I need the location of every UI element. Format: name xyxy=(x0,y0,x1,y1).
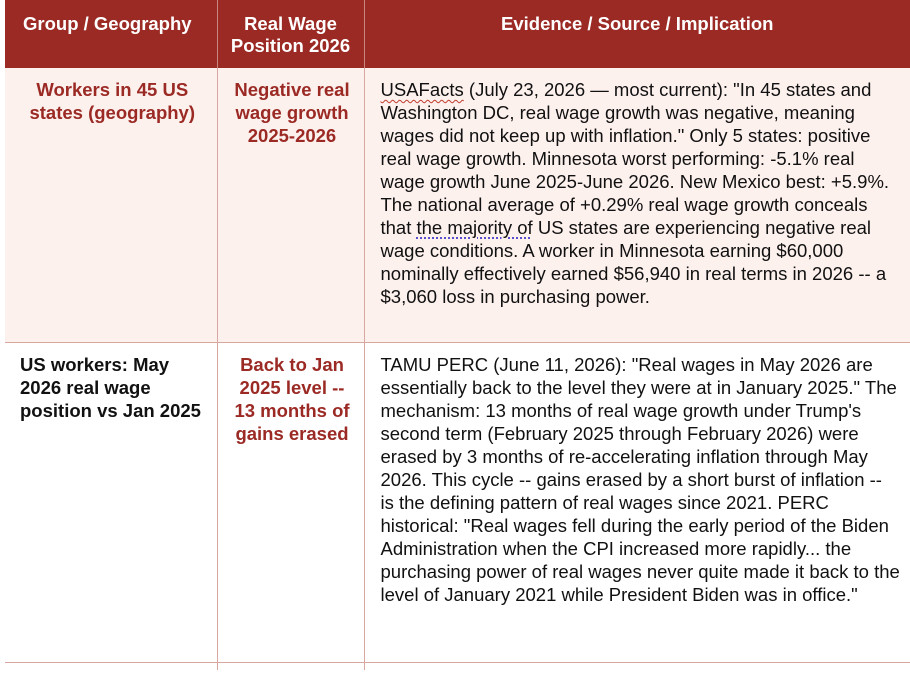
row-position-cell: Back to Jan 2025 level -- 13 months of gains erased xyxy=(217,342,364,662)
spellcheck-underlined-text: USAFacts xyxy=(380,79,464,100)
table-header xyxy=(5,0,910,68)
table-body xyxy=(5,68,910,670)
row-position-cell: Negative real wage growth 2025-2026 xyxy=(217,68,364,342)
partial-cell xyxy=(5,662,217,670)
row-evidence-cell xyxy=(364,68,910,342)
evidence-text: (July 23, 2026 — most current): "In 45 states and Washington DC, real wage growth was negative, meaning wages did not keep up with inflation." Only 5 states: positive real wage growth. Minnesota worst performing: -5.1% real wage growth June 2025-June 2026. New Mexico best: +5.9%. The national average of +0.29% real wage growth conceals that xyxy=(380,79,890,238)
grammar-underlined-text: the majority of xyxy=(416,217,533,238)
row-group-cell: US workers: May 2026 real wage position vs Jan 2025 xyxy=(5,342,217,662)
real-wage-table xyxy=(5,0,910,670)
header-row xyxy=(5,0,910,68)
partial-cell xyxy=(217,662,364,670)
row-group-cell: Workers in 45 US states (geography) xyxy=(5,68,217,342)
partial-cell xyxy=(364,662,910,670)
table-row xyxy=(5,68,910,342)
evidence-text-end: US states are experiencing negative real wage conditions. A worker in Minnesota earning $60,000 nominally effectively earned $56,940 in real terms in 2026 -- a $3,060 loss in purchasing power. xyxy=(380,217,887,307)
table-row-partial xyxy=(5,662,910,670)
header-evidence-source: Evidence / Source / Implication xyxy=(364,0,910,68)
header-real-wage-position: Real Wage Position 2026 xyxy=(217,0,364,68)
table-row xyxy=(5,342,910,662)
header-group-geography: Group / Geography xyxy=(5,0,217,68)
row-evidence-cell: TAMU PERC (June 11, 2026): "Real wages in May 2026 are essentially back to the level they were at in January 2025." The mechanism: 13 months of real wage growth under Trump's second term (February 2025 through February 2026) were erased by 3 months of re-accelerating inflation through May 2026. This cycle -- gains erased by a short burst of inflation -- is the defining pattern of real wages since 2021. PERC historical: "Real wages fell during the early period of the Biden Administration when the CPI increased more rapidly... the purchasing power of real wages never quite made it back to the level of January 2021 while President Biden was in office." xyxy=(364,342,910,662)
